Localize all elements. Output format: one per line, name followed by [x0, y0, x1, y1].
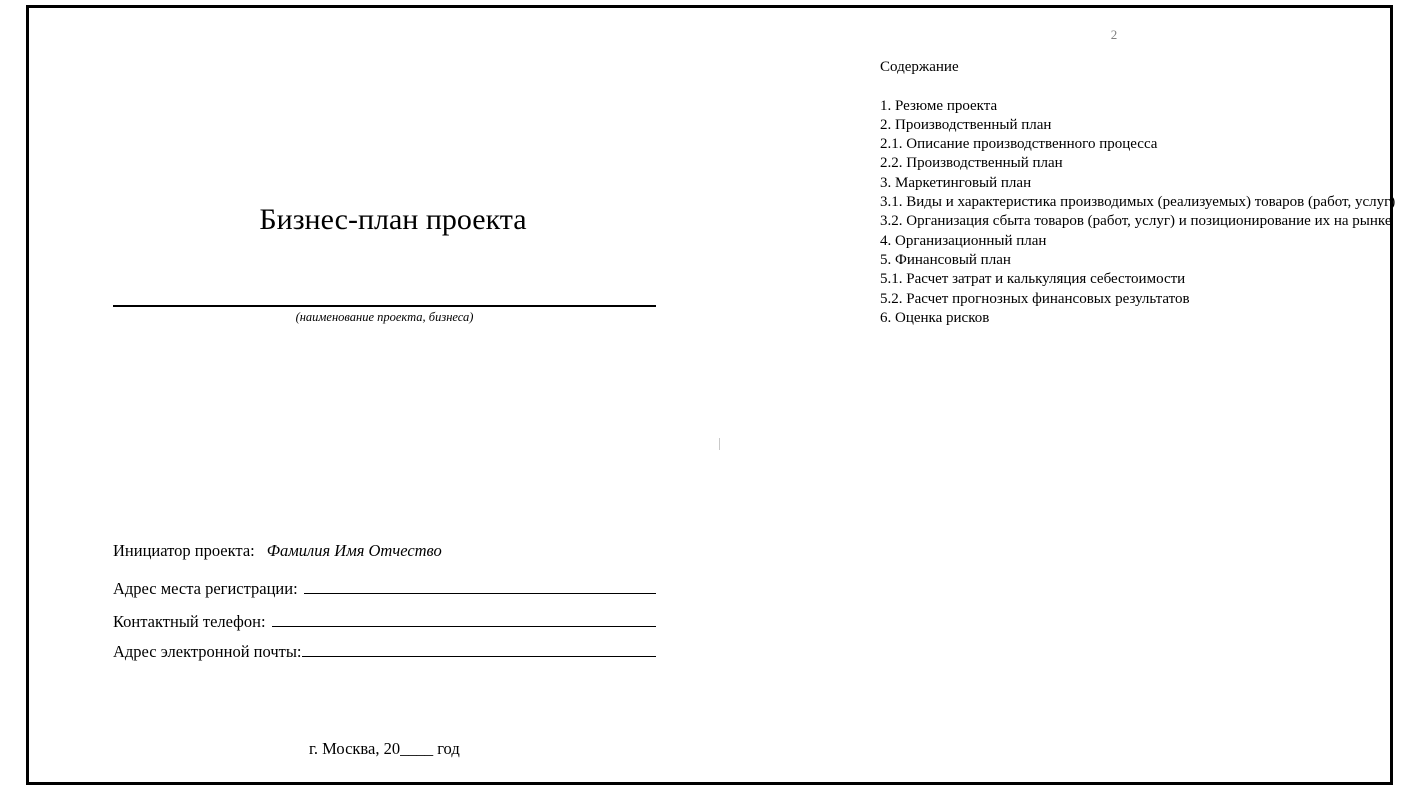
document-title: Бизнес-план проекта: [259, 203, 527, 236]
field-registration-address: [113, 574, 656, 599]
page-number: 2: [1110, 27, 1118, 42]
field-initiator-value[interactable]: Фамилия Имя Отчество: [266, 541, 442, 560]
field-email-address: [113, 637, 656, 662]
toc-heading: Содержание: [880, 59, 959, 75]
toc-item[interactable]: 2.2. Производственный план: [880, 155, 1063, 172]
toc-item[interactable]: 6. Оценка рисков: [880, 309, 990, 326]
table-of-contents: [835, 58, 1397, 328]
field-email-address-blank[interactable]: [302, 637, 657, 657]
field-initiator-label: Инициатор проекта:: [113, 541, 255, 560]
field-contact-phone: [113, 607, 656, 632]
project-name-caption: (наименование проекта, бизнеса): [295, 310, 474, 324]
toc-item[interactable]: 3.1. Виды и характеристика производимых (реализуемых) товаров (работ, услуг): [880, 194, 1396, 211]
field-registration-address-label: Адрес места регистрации:: [113, 579, 298, 598]
field-contact-phone-label: Контактный телефон:: [113, 612, 266, 631]
field-contact-phone-blank[interactable]: [272, 607, 656, 627]
toc-item[interactable]: 2. Производственный план: [880, 116, 1052, 133]
toc-item[interactable]: 4. Организационный план: [880, 232, 1047, 249]
city-year-line: г. Москва, 20____ год: [309, 739, 460, 758]
field-email-address-label: Адрес электронной почты:: [113, 642, 302, 661]
field-registration-address-blank[interactable]: [304, 574, 656, 594]
page-border-frame: [26, 5, 1396, 785]
toc-item[interactable]: 2.1. Описание производственного процесса: [880, 136, 1158, 153]
toc-item[interactable]: 5. Финансовый план: [880, 251, 1011, 268]
project-name-blank-line[interactable]: [113, 305, 656, 307]
field-initiator: [113, 540, 656, 561]
toc-item[interactable]: 5.1. Расчет затрат и калькуляция себестоимости: [880, 271, 1186, 288]
toc-item[interactable]: 3.2. Организация сбыта товаров (работ, услуг) и позиционирование их на рынке: [880, 213, 1392, 230]
toc-item[interactable]: 3. Маркетинговый план: [880, 174, 1032, 191]
toc-item[interactable]: 1. Резюме проекта: [880, 97, 998, 114]
toc-item[interactable]: 5.2. Расчет прогнозных финансовых результатов: [880, 290, 1190, 307]
stray-mark-artifact: [719, 438, 720, 450]
